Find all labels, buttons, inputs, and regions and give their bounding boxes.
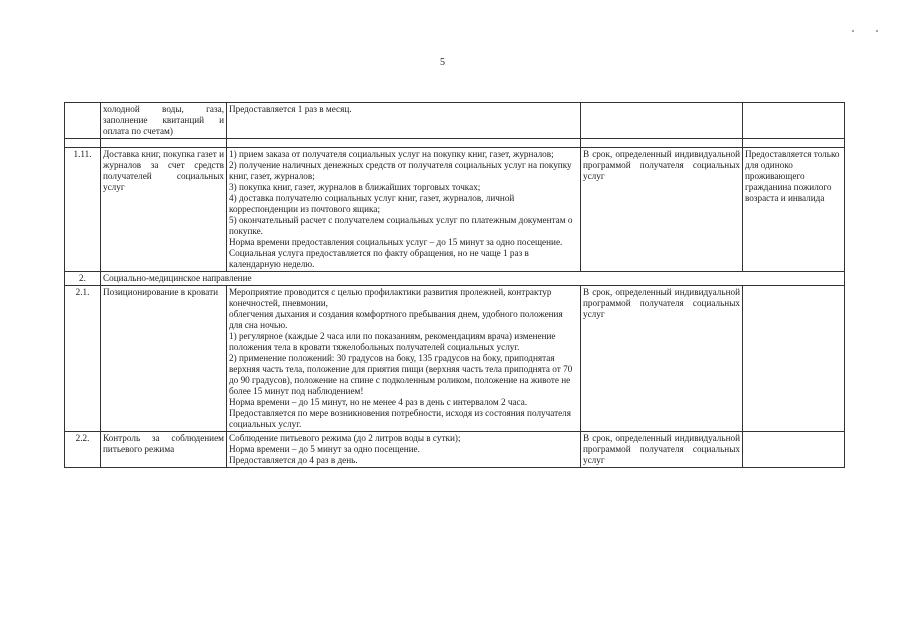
content-line: 2) применение положений: 30 градусов на боку, 135 градусов на боку, приподнятая верхняя часть тела, положение для приятия пищи (верхняя часть тела приподнята от 70 до 90 градусов), положение на спине с подколенным роликом, положение на животе не более 15 минут под наблюдением!: [229, 353, 573, 396]
service-term: В срок, определенный индивидуальной программой получателя социальных услуг: [581, 432, 743, 468]
content-line: 5) окончательный расчет с получателем социальных услуг по платежным документам о покупке.: [229, 215, 573, 236]
service-content: [227, 432, 581, 468]
service-content: [227, 148, 581, 272]
service-name: Доставка книг, покупка газет и журналов за счет средств получателей социальных услуг: [101, 148, 227, 272]
row-number: 1.11.: [65, 148, 101, 272]
row-number: 2.1.: [65, 286, 101, 432]
table-row: [65, 139, 845, 148]
content-line: Мероприятие проводится с целью профилактики развития пролежней, контрактур конечностей, пневмонии,: [229, 287, 552, 308]
row-number: 2.: [65, 272, 101, 286]
service-name: Позиционирование в кровати: [101, 286, 227, 432]
service-note: [743, 103, 845, 139]
content-line: Предоставляется 1 раз в месяц.: [229, 104, 352, 114]
content-line: 1) прием заказа от получателя социальных услуг на покупку книг, газет, журналов;: [229, 149, 554, 159]
table-row: [65, 286, 845, 432]
service-name: Контроль за соблюдением питьевого режима: [101, 432, 227, 468]
service-note: [743, 286, 845, 432]
content-line: Норма времени предоставления социальных услуг – до 15 минут за одно посещение.: [229, 237, 563, 247]
row-number: 2.2.: [65, 432, 101, 468]
service-content: [227, 103, 581, 139]
service-content: [227, 286, 581, 432]
content-line: Норма времени – до 5 минут за одно посещение.: [229, 444, 420, 454]
services-table: [64, 102, 845, 468]
scan-speck: [852, 30, 854, 32]
service-note: Предоставляется только для одиноко проживающего гражданина пожилого возраста и инвалида: [743, 148, 845, 272]
service-term: В срок, определенный индивидуальной программой получателя социальных услуг: [581, 148, 743, 272]
page-number: 5: [440, 57, 445, 68]
service-note: [743, 432, 845, 468]
service-term: [581, 103, 743, 139]
content-line: 3) покупка книг, газет, журналов в ближайших торговых точках;: [229, 182, 481, 192]
table-row: [65, 148, 845, 272]
service-name: холодной воды, газа, заполнение квитанций и оплата по счетам): [101, 103, 227, 139]
service-term: В срок, определенный индивидуальной программой получателя социальных услуг: [581, 286, 743, 432]
content-line: 2) получение наличных денежных средств от получателя социальных услуг на покупку книг, газет, журналов;: [229, 160, 572, 181]
content-line: 4) доставка получателю социальных услуг книг, газет, журналов, личной корреспонденции из почтового ящика;: [229, 193, 515, 214]
section-heading: Социально-медицинское направление: [101, 272, 845, 286]
table-row: [65, 432, 845, 468]
content-line: 1) регулярное (каждые 2 часа или по показаниям, рекомендациям врача) изменение положения тела в кровати тяжелобольных получателей социальных услуг.: [229, 331, 556, 352]
content-line: Соблюдение питьевого режима (до 2 литров воды в сутки);: [229, 433, 461, 443]
content-line: облегчения дыхания и создания комфортного пребывания днем, удобного положения для сна ночью.: [229, 309, 563, 330]
content-line: Норма времени – до 15 минут, но не менее 4 раз в день с интервалом 2 часа.: [229, 397, 528, 407]
row-number: [65, 103, 101, 139]
table-row: [65, 272, 845, 286]
content-line: Предоставляется по мере возникновения потребности, исходя из состояния получателя социальных услуг.: [229, 408, 571, 429]
content-line: Предоставляется до 4 раз в день.: [229, 455, 358, 465]
table-row: [65, 103, 845, 139]
content-line: Социальная услуга предоставляется по факту обращения, но не чаще 1 раз в календарную неделю.: [229, 248, 529, 269]
scan-speck: [876, 30, 878, 32]
